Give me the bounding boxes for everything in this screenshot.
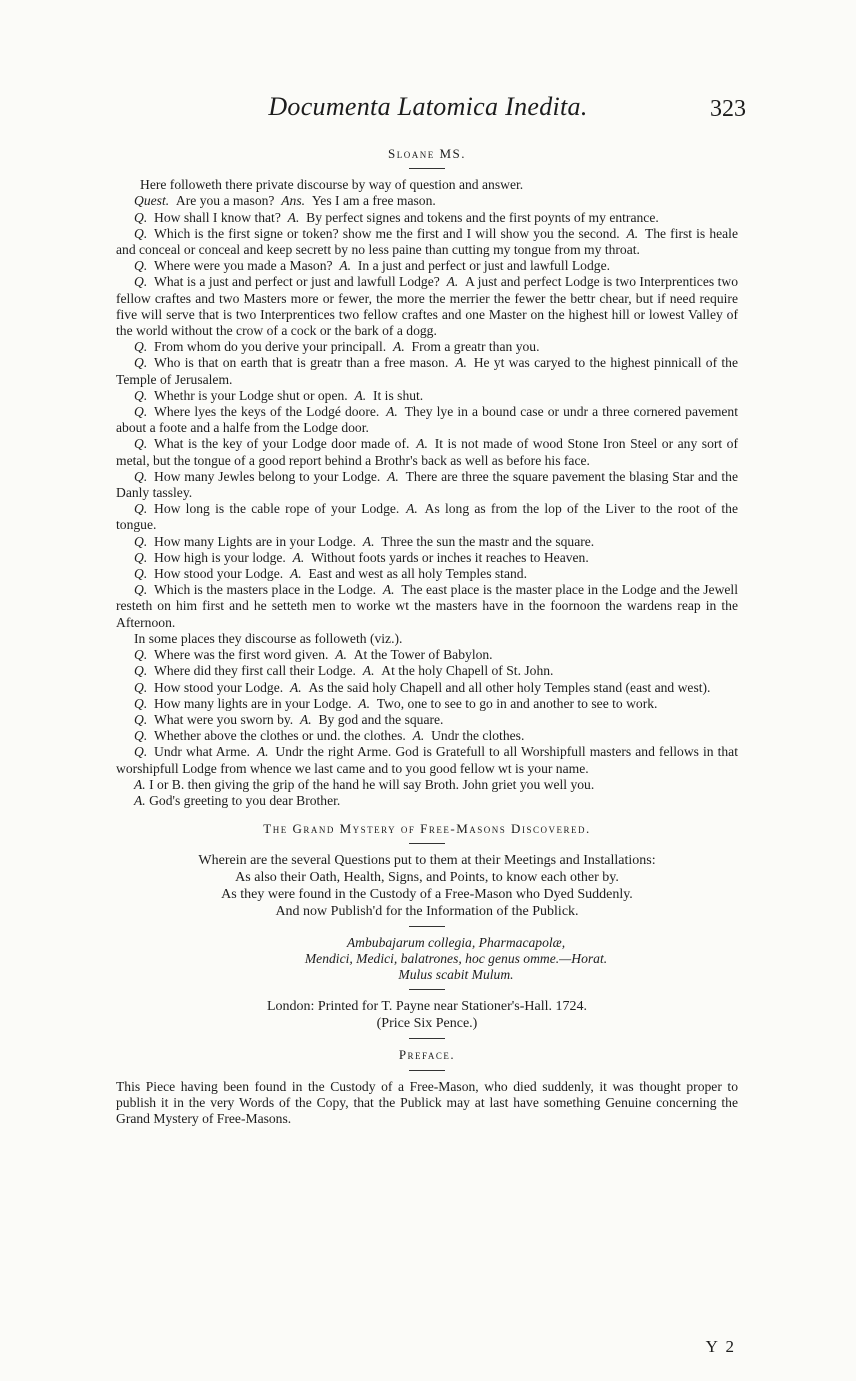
answer-text: They lye in a bound case or undr a three cornered pavement about a foote and a halfe from the Lodge door. xyxy=(116,404,738,436)
qa-item xyxy=(116,339,738,355)
question-text: Whethr is your Lodge shut or open. xyxy=(154,387,348,403)
answer-text: The first is heale and conceal or conceal and keep secrett by no less paine than cutting my tongue from my throat. xyxy=(116,225,738,258)
question-text: How many Lights are in your Lodge. xyxy=(154,533,356,549)
question-text: Where was the first word given. xyxy=(154,647,329,663)
answer-text: It is not made of wood Stone Iron Steel or any sort of metal, but the tongue of a good report behind a Brothr's back as well as before his face. xyxy=(116,436,739,468)
title-block xyxy=(116,852,738,920)
question-text: How high is your lodge. xyxy=(154,549,286,565)
qa-item xyxy=(116,388,738,404)
preface-heading: Preface. xyxy=(398,1047,456,1063)
question-label: Q. xyxy=(134,468,148,484)
answer-label: A. xyxy=(362,533,375,549)
question-label: Q. xyxy=(134,355,148,371)
question-text: How many lights are in your Lodge. xyxy=(154,695,352,711)
qa-item xyxy=(116,647,738,663)
sloane-mid: In some places they discourse as followeth (viz.). xyxy=(134,630,403,646)
answer-label: A. xyxy=(406,501,418,517)
qa-item xyxy=(116,582,738,631)
answer-label: A. xyxy=(335,647,347,663)
page-header xyxy=(0,86,856,126)
sloane-heading: Sloane MS. xyxy=(387,146,466,161)
title-line: Wherein are the several Questions put to them at their Meetings and Installations: xyxy=(198,853,656,869)
question-label: Quest. xyxy=(134,193,170,209)
epigraph-line: Mulus scabit Mulum. xyxy=(398,967,514,983)
epigraph xyxy=(276,935,636,983)
answer-label: A. xyxy=(393,339,405,355)
qa-item xyxy=(116,274,738,339)
divider xyxy=(409,989,445,990)
answer-text: A just and perfect Lodge is two Interprentices two fellow craftes and two Masters more or fewer, the more the merrier the fewer the bettr chear, but if need require five will serve that is two Interprentices two fellow craftes and one Master on the highest hill or lowest Valley of the world without the crow of a cock or the bark of a dogg. xyxy=(116,274,738,339)
question-label: Q. xyxy=(134,711,148,727)
answer-text: At the Tower of Babylon. xyxy=(353,647,493,663)
qa-item xyxy=(116,696,738,712)
answer-label: A. xyxy=(416,436,428,452)
qa-item xyxy=(116,404,738,436)
question-text: How long is the cable rope of your Lodge. xyxy=(154,501,400,517)
divider xyxy=(409,1038,445,1039)
answer-text: As the said holy Chapell and all other holy Temples stand (east and west). xyxy=(308,679,711,695)
epigraph-line: Ambubajarum collegia, Pharmacapolæ, xyxy=(346,935,566,951)
answer-text: He yt was caryed to the highest pinnicall of the Temple of Jerusalem. xyxy=(116,355,738,387)
qa-item xyxy=(116,501,738,533)
preface-text: This Piece having been found in the Custody of a Free-Mason, who died suddenly, it was thought proper to publish it in the very Words of the Copy, that the Publick may at last have something Genuine concerning the Grand Mystery of Free-Masons. xyxy=(116,1078,738,1126)
question-text: What were you sworn by. xyxy=(154,711,294,727)
question-text: Which is the first signe or token? show me the first and I will show you the second. xyxy=(154,225,620,241)
answer-text: Two, one to see to go in and another to see to work. xyxy=(376,695,658,711)
question-label: Q. xyxy=(134,695,148,711)
question-text: How stood your Lodge. xyxy=(154,679,284,695)
answer-text: It is shut. xyxy=(372,387,424,403)
question-text: What is the key of your Lodge door made of. xyxy=(154,436,410,452)
answer-label: A. xyxy=(292,549,305,565)
question-text: Undr what Arme. xyxy=(154,744,251,760)
epigraph-line: Mendici, Medici, balatrones, hoc genus omme.—Horat. xyxy=(304,951,608,967)
question-label: Q. xyxy=(134,647,148,663)
answer-label: A. xyxy=(382,582,395,598)
answer-label: A. xyxy=(339,258,352,274)
question-label: Q. xyxy=(134,339,148,355)
qa-item xyxy=(116,663,738,679)
page-number: 323 xyxy=(710,96,746,122)
question-label: Q. xyxy=(134,436,148,452)
qa-item xyxy=(116,534,738,550)
qa-list-2 xyxy=(116,647,738,777)
question-text: Where did they first call their Lodge. xyxy=(154,663,356,679)
question-text: How shall I know that? xyxy=(154,209,281,225)
title-line: As they were found in the Custody of a Free-Mason who Dyed Suddenly. xyxy=(221,887,633,903)
qa-item xyxy=(116,744,738,776)
question-label: Q. xyxy=(134,549,148,565)
sloane-section xyxy=(116,146,738,1127)
question-label: Q. xyxy=(134,258,148,274)
question-text: Are you a mason? xyxy=(175,193,275,209)
signature-mark: Y 2 xyxy=(705,1337,736,1356)
question-label: Q. xyxy=(134,209,148,225)
title-line: As also their Oath, Health, Signs, and Points, to know each other by. xyxy=(235,870,619,886)
answer-text: Undr the clothes. xyxy=(431,728,525,744)
qa-item xyxy=(116,436,738,468)
question-text: Which is the masters place in the Lodge. xyxy=(154,582,377,598)
answer-label: A. xyxy=(289,566,302,582)
qa-item xyxy=(116,712,738,728)
answer-text: Undr the right Arme. God is Gratefull to all Worshipfull masters and fellows in that worshipfull Lodge from whence we last came and to you good fellow wt is your name. xyxy=(116,744,738,776)
closing-text: I or B. then giving the grip of the hand he will say Broth. John griet you well you. xyxy=(149,776,595,792)
answer-label: A. xyxy=(386,404,398,420)
question-label: Q. xyxy=(134,744,148,760)
answer-label: A. xyxy=(446,274,459,290)
qa-item xyxy=(116,226,738,258)
answer-text: By god and the square. xyxy=(318,711,444,727)
divider xyxy=(409,926,445,927)
answer-label: A. xyxy=(256,744,269,760)
price: (Price Six Pence.) xyxy=(376,1016,478,1032)
answer-label: A. xyxy=(354,387,367,403)
answer-text: By perfect signes and tokens and the first poynts of my entrance. xyxy=(306,209,659,225)
question-label: Q. xyxy=(134,728,148,744)
running-title: Documenta Latomica Inedita. xyxy=(268,92,588,121)
answer-text: At the holy Chapell of St. John. xyxy=(381,663,554,679)
answer-label: A. xyxy=(412,728,425,744)
question-text: Where were you made a Mason? xyxy=(154,258,333,274)
question-label: Q. xyxy=(134,582,148,598)
answer-label: A. xyxy=(455,355,467,371)
answer-label: A. xyxy=(358,695,370,711)
answer-text: The east place is the master place in the Lodge and the Jewell resteth on him first and he setteth men to worke wt the masters have in the foornoon the wardens reap in the Afternoon. xyxy=(116,582,738,630)
qa-item xyxy=(116,469,738,501)
closing-text: God's greeting to you dear Brother. xyxy=(149,792,341,808)
sloane-intro: Here followeth there private discourse by way of question and answer. xyxy=(140,177,524,193)
qa-item xyxy=(116,355,738,387)
divider xyxy=(409,843,445,844)
qa-item xyxy=(116,680,738,696)
question-text: From whom do you derive your principall. xyxy=(154,339,387,355)
divider xyxy=(409,168,445,169)
answer-text: Yes I am a free mason. xyxy=(311,193,436,209)
imprint: London: Printed for T. Payne near Stationer's-Hall. 1724. xyxy=(266,999,588,1015)
question-label: Q. xyxy=(134,533,148,549)
qa-item xyxy=(116,566,738,582)
qa-list xyxy=(116,193,738,630)
answer-text: In a just and perfect or just and lawfull Lodge. xyxy=(357,258,611,274)
qa-item xyxy=(116,210,738,226)
question-text: Who is that on earth that is greatr than a free mason. xyxy=(154,355,449,371)
answer-label: A. xyxy=(626,225,639,241)
question-text: What is a just and perfect or just and lawfull Lodge? xyxy=(154,274,440,290)
answer-label: A. xyxy=(387,468,399,484)
qa-item xyxy=(116,728,738,744)
question-text: How many Jewles belong to your Lodge. xyxy=(154,468,381,484)
question-label: Q. xyxy=(134,274,148,290)
question-text: Where lyes the keys of the Lodgé doore. xyxy=(154,404,380,420)
speaker-label: A. xyxy=(134,792,146,808)
answer-label: A. xyxy=(299,711,312,727)
question-label: Q. xyxy=(134,387,148,403)
answer-label: A. xyxy=(289,679,302,695)
grand-mystery-title: The Grand Mystery of Free-Masons Discovered. xyxy=(263,821,591,837)
question-text: How stood your Lodge. xyxy=(154,566,284,582)
speaker-label: A. xyxy=(134,776,146,792)
question-label: Q. xyxy=(134,566,148,582)
question-label: Q. xyxy=(134,225,148,241)
answer-text: Without foots yards or inches it reaches to Heaven. xyxy=(311,549,589,565)
qa-item xyxy=(116,193,738,209)
answer-text: There are three the square pavement the blasing Star and the Danly tassley. xyxy=(116,468,738,501)
answer-text: As long as from the lop of the Liver to the root of the tongue. xyxy=(116,501,738,533)
closing-line-2 xyxy=(116,793,738,809)
qa-item xyxy=(116,258,738,274)
question-label: Q. xyxy=(134,663,148,679)
closing-line xyxy=(116,777,738,793)
answer-text: Three the sun the mastr and the square. xyxy=(381,533,595,549)
question-label: Q. xyxy=(134,501,148,517)
answer-text: East and west as all holy Temples stand. xyxy=(308,566,527,582)
answer-label: Ans. xyxy=(281,193,306,209)
question-text: Whether above the clothes or und. the clothes. xyxy=(154,728,406,744)
answer-label: A. xyxy=(362,663,375,679)
title-line: And now Publish'd for the Information of the Publick. xyxy=(275,904,579,920)
answer-text: From a greatr than you. xyxy=(411,339,540,355)
question-label: Q. xyxy=(134,679,148,695)
qa-item xyxy=(116,550,738,566)
question-label: Q. xyxy=(134,404,148,420)
divider xyxy=(409,1070,445,1071)
answer-label: A. xyxy=(287,209,300,225)
